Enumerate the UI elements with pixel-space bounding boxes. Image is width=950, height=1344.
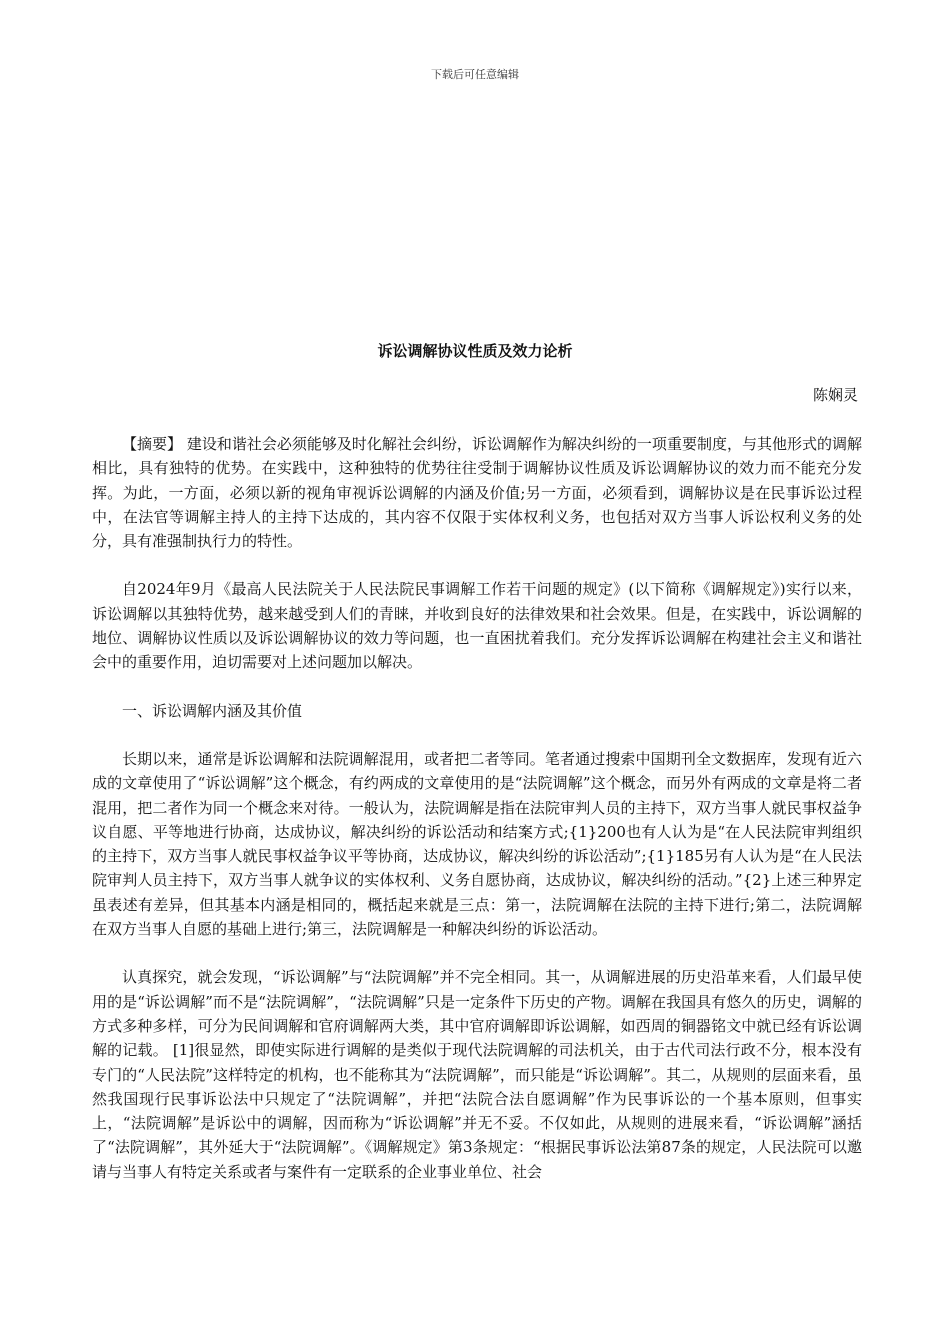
body-paragraph-2: 认真探究，就会发现，“诉讼调解”与“法院调解”并不完全相同。其一，从调解进展的历史沿革来看，人们最早使用的是“诉讼调解”而不是“法院调解”，“法院调解”只是一定条件下历史的产物。调解在我国具有悠久的历史，调解的方式多种多样，可分为民间调解和官府调解两大类，其中官府调解即诉讼调解，如西周的铜器铭文中就已经有诉讼调解的记载。 [1]很显然，即使实际进行调解的是类似于现代法院调解的司法机关，由于古代司法行政不分，根本没有专门的“人民法院”这样特定的机构，也不能称其为“法院调解”，而只能是“诉讼调解”。其二，从规则的层面来看，虽然我国现行民事诉讼法中只规定了“法院调解”，并把“法院合法自愿调解”作为民事诉讼的一个基本原则，但事实上，“法院调解”是诉讼中的调解，因而称为“诉讼调解”并无不妥。不仅如此，从规则的进展来看，“诉讼调解”涵括了“法院调解”，其外延大于“法院调解”。《调解规定》第3条规定：“根据民事诉讼法第87条的规定，人民法院可以邀请与当事人有特定关系或者与案件有一定联系的企业事业单位、社会 — [92, 968, 862, 1181]
section-heading: 一、诉讼调解内涵及其价值 — [122, 701, 303, 720]
abstract-paragraph — [92, 432, 862, 553]
intro-paragraph: 自2024年9月《最高人民法院关于人民法院民事调解工作若干问题的规定》(以下简称《调解规定》)实行以来，诉讼调解以其独特优势，越来越受到人们的青睐，并收到良好的法律效果和社会效果。但是，在实践中，诉讼调解的地位、调解协议性质以及诉讼调解协议的效力等问题，也一直困扰着我们。充分发挥诉讼调解在构建社会主义和谐社会中的重要作用，迫切需要对上述问题加以解决。 — [92, 580, 862, 672]
abstract-label: 【摘要】 — [122, 435, 183, 453]
document-title: 诉讼调解协议性质及效力论析 — [377, 342, 573, 360]
author-name: 陈娴灵 — [812, 386, 858, 404]
header-note: 下载后可任意编辑 — [431, 68, 519, 81]
body-paragraph-1: 长期以来，通常是诉讼调解和法院调解混用，或者把二者等同。笔者通过搜索中国期刊全文数据库，发现有近六成的文章使用了“诉讼调解”这个概念，有约两成的文章使用的是“法院调解”这个概念，而另外有两成的文章是将二者混用，把二者作为同一个概念来对待。一般认为，法院调解是指在法院审判人员的主持下，双方当事人就民事权益争议自愿、平等地进行协商，达成协议，解决纠纷的诉讼活动和结案方式;{1}200也有人认为是“在人民法院审判组织的主持下，双方当事人就民事权益争议平等协商，达成协议，解决纠纷的诉讼活动”;{1}185另有人认为是“在人民法院审判人员主持下，双方当事人就争议的实体权利、义务自愿协商，达成协议，解决纠纷的活动。”{2}上述三种界定虽表述有差异，但其基本内涵是相同的，概括起来就是三点：第一，法院调解在法院的主持下进行;第二，法院调解在双方当事人自愿的基础上进行;第三，法院调解是一种解决纠纷的诉讼活动。 — [92, 749, 862, 939]
abstract-text: 建设和谐社会必须能够及时化解社会纠纷，诉讼调解作为解决纠纷的一项重要制度，与其他形式的调解相比，具有独特的优势。在实践中，这种独特的优势往往受制于调解协议性质及诉讼调解协议的效力而不能充分发挥。为此，一方面，必须以新的视角审视诉讼调解的内涵及价值;另一方面，必须看到，调解协议是在民事诉讼过程中，在法官等调解主持人的主持下达成的，其内容不仅限于实体权利义务，也包括对双方当事人诉讼权利义务的处分，具有准强制执行力的特性。 — [92, 435, 862, 551]
document-body — [92, 432, 862, 1208]
